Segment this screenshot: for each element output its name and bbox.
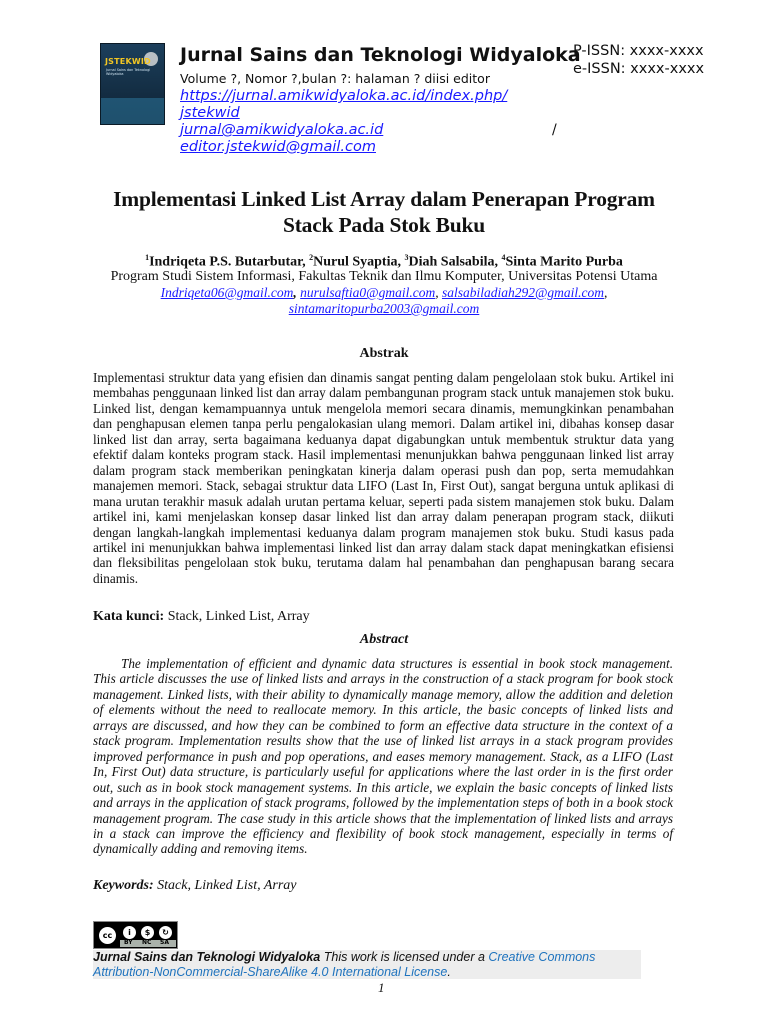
author-email-link[interactable]: salsabiladiah292@gmail.com	[441, 285, 604, 300]
paper-title-line1: Implementasi Linked List Array dalam Penerapan Program	[113, 187, 655, 211]
keywords	[93, 878, 297, 894]
paper-title-line2: Stack Pada Stok Buku	[282, 213, 486, 237]
cover-logo: JSTEKWID	[105, 57, 151, 66]
kata-kunci-label: Kata kunci:	[93, 609, 165, 624]
journal-url-link-cont[interactable]: jstekwid	[180, 105, 240, 121]
cc-terms-bar	[120, 940, 176, 947]
author-emails: Indriqeta06@gmail.com, nurulsaftia0@gmail.com, salsabiladiah292@gmail.com, sintamaritopurba2003@gmail.com	[160, 285, 608, 316]
journal-title: Jurnal Sains dan Teknologi Widyaloka	[180, 44, 581, 66]
p-issn: P-ISSN: xxxx-xxxx	[573, 43, 704, 59]
author-email-link[interactable]: Indriqeta06@gmail.com	[160, 285, 294, 300]
author-sup: 1	[145, 253, 150, 262]
affiliation: Program Studi Sistem Informasi, Fakultas Teknik dan Ilmu Komputer, Universitas Potensi Utama	[110, 269, 658, 284]
author-sup: 2	[309, 253, 314, 262]
attribution-icon: i	[122, 925, 137, 940]
cc-license-badge[interactable]	[93, 921, 178, 949]
keywords-label: Keywords:	[93, 878, 154, 893]
journal-url-link[interactable]: https://jurnal.amikwidyaloka.ac.id/index.php/	[180, 88, 508, 104]
license-text: This work is licensed under a	[320, 950, 489, 964]
e-issn: e-ISSN: xxxx-xxxx	[573, 61, 705, 77]
journal-cover-image	[100, 43, 165, 125]
abstract-body: The implementation of efficient and dynamic data structures is essential in book stock management. This article discusses the use of linked lists and arrays in the construction of a stack program for book stock management. Linked lists, with their ability to dynamically manage memory, allow the addition and deletion of elements without the need to reallocate memory. In this article, the basic concepts of linked lists and arrays are discussed, and how they can be combined to form an effective data structure in the context of a stack program. Implementation results show that the use of linked list arrays in a stack program provides improved performance in push and pop operations, and eases memory management. Stack, as a LIFO (Last In, First Out) data structure, is particularly useful for applications where the last order in is the first order out, such as in book stock management systems. In this article, we explain the basic concepts of linked lists and arrays in the application of stack programs, followed by the implementation steps of both in a book stock management program. The case study in this article shows that the implementation of linked lists and arrays in a stack can improve the efficiency and flexibility of book stock management, especially in terms of dynamically adding and removing items.	[93, 656, 673, 857]
cc-nc-label: NC	[142, 939, 152, 946]
cover-subtitle: Jurnal Sains dan Teknologi Widyaloka	[106, 68, 151, 76]
editor-email-link[interactable]: editor.jstekwid@gmail.com	[180, 139, 376, 155]
noncommercial-icon: $	[140, 925, 155, 940]
cover-band	[101, 98, 164, 124]
cc-by-label: BY	[124, 939, 133, 946]
author-list	[80, 253, 688, 271]
author-name: Diah Salsabila,	[408, 254, 498, 270]
author-sup: 4	[501, 253, 506, 262]
email-separator: /	[552, 122, 557, 138]
journal-email-link[interactable]: jurnal@amikwidyaloka.ac.id	[180, 122, 384, 138]
license-statement	[93, 950, 641, 979]
kata-kunci-value: Stack, Linked List, Array	[164, 609, 310, 624]
abstract-heading: Abstract	[359, 632, 409, 647]
license-journal: Jurnal Sains dan Teknologi Widyaloka	[93, 950, 321, 964]
author-name: Sinta Marito Purba	[505, 254, 623, 270]
author-sup: 3	[404, 253, 409, 262]
cc-sa-label: SA	[160, 939, 169, 946]
author-name: Indriqeta P.S. Butarbutar,	[149, 254, 306, 270]
license-link[interactable]: Creative Commons Attribution-NonCommercial-ShareAlike 4.0 International License	[93, 950, 596, 979]
keywords-value: Stack, Linked List, Array	[153, 878, 297, 893]
author-email-link[interactable]: sintamaritopurba2003@gmail.com	[288, 301, 480, 316]
paper-title	[80, 186, 688, 238]
volume-line: Volume ?, Nomor ?,bulan ?: halaman ? diisi editor	[180, 71, 490, 86]
cc-icon: cc	[97, 925, 118, 946]
author-name: Nurul Syaptia,	[313, 254, 401, 270]
sharealike-icon: ↻	[158, 925, 173, 940]
page-number: 1	[378, 980, 385, 995]
kata-kunci	[93, 609, 310, 625]
abstrak-heading: Abstrak	[359, 346, 409, 361]
license-end: .	[447, 964, 451, 979]
abstrak-body: Implementasi struktur data yang efisien dan dinamis sangat penting dalam pengelolaan stok buku. Artikel ini membahas penggunaan linked list dan array dalam pembangunan program stack untuk manajemen stok buku. Linked list, dengan kemampuannya untuk mengelola memori secara dinamis, memungkinkan penambahan dan penghapusan elemen tanpa perlu pengalokasian ulang memori. Dalam artikel ini, dibahas konsep dasar linked list dan array, serta bagaimana keduanya dapat digabungkan untuk membentuk struktur data yang efektif dalam konteks program stack. Hasil implementasi menunjukkan bahwa penggunaan linked list array dalam program stack memberikan peningkatan kinerja dalam operasi push dan pop, serta memudahkan manajemen memori. Stack, sebagai struktur data LIFO (Last In, First Out), sangat berguna untuk aplikasi di mana urutan terakhir masuk adalah urutan pertama keluar, seperti pada sistem manajemen stok buku. Dalam artikel ini, kami menjelaskan konsep dasar linked list dan array dalam penerapan program stack, diikuti dengan langkah-langkah implementasi keduanya dalam program manajemen stok buku. Studi kasus pada artikel ini menunjukkan bahwa implementasi linked list dan array dalam stack dapat meningkatkan efisiensi dan fleksibilitas pengelolaan stok buku, terutama dalam hal penambahan dan penghapusan barang secara dinamis.	[93, 370, 674, 586]
author-email-link[interactable]: nurulsaftia0@gmail.com	[300, 285, 436, 300]
